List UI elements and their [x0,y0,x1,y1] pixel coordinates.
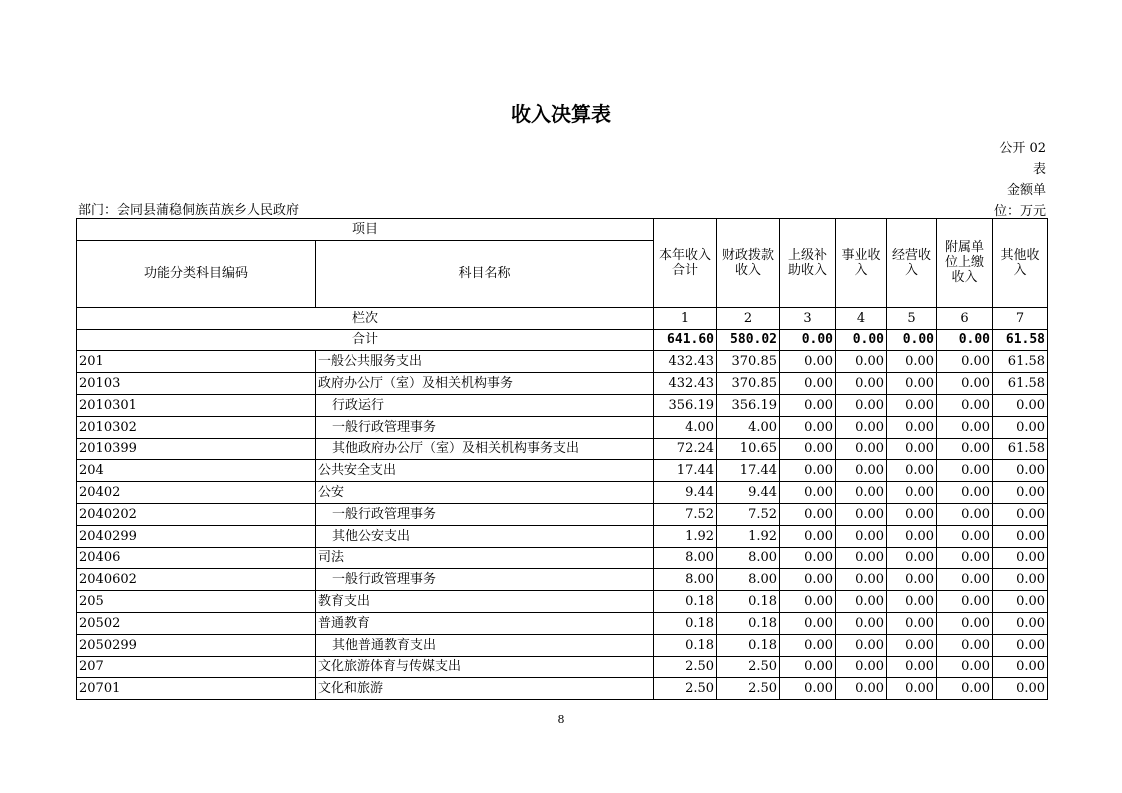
row-value: 0.00 [993,678,1048,700]
header-col-6: 附属单位上缴收入 [937,219,993,308]
header-code: 功能分类科目编码 [77,240,316,307]
row-value: 0.00 [993,547,1048,569]
row-value: 2.50 [717,656,780,678]
row-label: 栏次 [77,307,654,329]
row-value: 2.50 [717,678,780,700]
row-value: 0.00 [937,460,993,482]
row-value: 2.50 [654,678,717,700]
row-value: 0.00 [993,634,1048,656]
income-table [76,218,1048,700]
total-value: 0.00 [887,329,937,351]
table-row [77,591,1048,613]
row-value: 0.00 [887,482,937,504]
table-row [77,547,1048,569]
row-value: 432.43 [654,351,717,373]
row-value: 0.00 [780,634,836,656]
row-value: 0.00 [780,569,836,591]
total-value: 0.00 [836,329,887,351]
row-value: 9.44 [717,482,780,504]
row-value: 1.92 [717,525,780,547]
row-value: 0.00 [887,351,937,373]
row-value: 0.00 [887,525,937,547]
row-value: 0.00 [993,416,1048,438]
table-row [77,503,1048,525]
row-value: 17.44 [717,460,780,482]
row-name: 司法 [316,547,654,569]
row-value: 0.00 [993,482,1048,504]
row-value: 0.00 [887,416,937,438]
row-value: 0.18 [654,634,717,656]
table-row [77,394,1048,416]
row-code: 2010302 [77,416,316,438]
row-value: 0.00 [887,460,937,482]
row-value: 0.00 [937,438,993,460]
row-value: 0.00 [780,351,836,373]
row-code: 2040202 [77,503,316,525]
row-value: 0.00 [836,612,887,634]
row-value: 370.85 [717,351,780,373]
header-col-1: 本年收入合计 [654,219,717,308]
row-value: 0.00 [937,656,993,678]
row-value: 0.00 [993,569,1048,591]
row-code: 20103 [77,373,316,395]
unit-line-2: 位：万元 [993,204,1046,219]
row-name: 其他普通教育支出 [316,634,654,656]
header-col-4: 事业收入 [836,219,887,308]
row-name: 教育支出 [316,591,654,613]
form-code-line-1: 公开 02 [999,141,1046,156]
row-code: 20402 [77,482,316,504]
total-label: 合计 [77,329,654,351]
row-value: 0.00 [993,612,1048,634]
column-number-row [77,307,1048,329]
row-value: 0.00 [937,525,993,547]
table-row [77,460,1048,482]
row-name: 普通教育 [316,612,654,634]
row-code: 2040299 [77,525,316,547]
row-value: 0.00 [836,482,887,504]
row-value: 0.00 [887,678,937,700]
row-value: 0.00 [780,612,836,634]
row-code: 20406 [77,547,316,569]
total-value: 641.60 [654,329,717,351]
table-row [77,634,1048,656]
row-code: 2050299 [77,634,316,656]
col-number: 5 [887,307,937,329]
row-name: 公安 [316,482,654,504]
header-col-2: 财政拨款收入 [717,219,780,308]
table-row [77,482,1048,504]
row-value: 0.18 [717,634,780,656]
col-number: 1 [654,307,717,329]
row-value: 0.00 [993,460,1048,482]
row-value: 8.00 [717,569,780,591]
row-value: 0.00 [836,460,887,482]
row-value: 0.00 [937,678,993,700]
table-row [77,416,1048,438]
row-value: 0.00 [993,591,1048,613]
row-name: 公共安全支出 [316,460,654,482]
department-label: 部门：会同县蒲稳侗族苗族乡人民政府 [78,203,300,218]
header-col-3: 上级补助收入 [780,219,836,308]
row-value: 0.00 [836,591,887,613]
row-code: 2040602 [77,569,316,591]
page-title: 收入决算表 [511,102,611,126]
row-value: 0.00 [937,634,993,656]
total-value: 580.02 [717,329,780,351]
row-value: 0.00 [993,394,1048,416]
table-row [77,656,1048,678]
table-row [77,438,1048,460]
row-value: 0.00 [780,416,836,438]
row-value: 0.00 [937,547,993,569]
row-value: 0.00 [836,678,887,700]
row-value: 10.65 [717,438,780,460]
unit-line-1: 金额单 [1006,183,1046,198]
row-value: 0.00 [937,394,993,416]
total-value: 0.00 [937,329,993,351]
row-name: 一般行政管理事务 [316,503,654,525]
row-value: 0.18 [717,612,780,634]
table-row [77,525,1048,547]
row-value: 0.00 [836,438,887,460]
col-number: 2 [717,307,780,329]
row-code: 201 [77,351,316,373]
row-value: 0.00 [887,373,937,395]
row-value: 0.00 [937,503,993,525]
row-code: 2010399 [77,438,316,460]
row-code: 2010301 [77,394,316,416]
row-value: 0.00 [780,438,836,460]
total-value: 61.58 [993,329,1048,351]
row-value: 8.00 [717,547,780,569]
row-code: 20502 [77,612,316,634]
row-value: 0.00 [780,591,836,613]
col-number: 7 [993,307,1048,329]
row-value: 0.00 [836,394,887,416]
row-code: 205 [77,591,316,613]
row-value: 0.00 [887,438,937,460]
table-row [77,612,1048,634]
table-row [77,569,1048,591]
row-value: 7.52 [654,503,717,525]
row-value: 0.00 [937,373,993,395]
row-value: 0.00 [836,351,887,373]
row-value: 0.00 [937,612,993,634]
table-row [77,678,1048,700]
row-value: 0.00 [836,503,887,525]
row-value: 0.00 [887,547,937,569]
row-value: 356.19 [717,394,780,416]
row-value: 432.43 [654,373,717,395]
row-value: 0.00 [937,351,993,373]
row-value: 0.00 [887,503,937,525]
row-value: 0.00 [836,634,887,656]
row-value: 0.00 [887,394,937,416]
header-row-project [77,219,1048,241]
row-value: 8.00 [654,547,717,569]
row-name: 其他公安支出 [316,525,654,547]
row-value: 0.00 [993,503,1048,525]
header-col-5: 经营收入 [887,219,937,308]
row-value: 0.00 [887,634,937,656]
row-value: 0.00 [780,373,836,395]
row-code: 207 [77,656,316,678]
row-value: 0.00 [887,591,937,613]
row-value: 0.00 [780,678,836,700]
row-name: 一般公共服务支出 [316,351,654,373]
row-code: 20701 [77,678,316,700]
row-value: 61.58 [993,351,1048,373]
row-name: 一般行政管理事务 [316,569,654,591]
row-value: 7.52 [717,503,780,525]
row-value: 2.50 [654,656,717,678]
header-col-7: 其他收入 [993,219,1048,308]
row-value: 370.85 [717,373,780,395]
row-value: 0.00 [887,612,937,634]
row-name: 政府办公厅（室）及相关机构事务 [316,373,654,395]
row-value: 4.00 [654,416,717,438]
row-value: 0.00 [937,416,993,438]
row-name: 文化旅游体育与传媒支出 [316,656,654,678]
row-value: 1.92 [654,525,717,547]
row-value: 72.24 [654,438,717,460]
total-value: 0.00 [780,329,836,351]
row-value: 0.18 [717,591,780,613]
row-value: 0.00 [780,525,836,547]
row-value: 17.44 [654,460,717,482]
col-number: 4 [836,307,887,329]
row-value: 0.00 [937,482,993,504]
row-value: 0.00 [887,656,937,678]
row-code: 204 [77,460,316,482]
total-row [77,329,1048,351]
row-value: 0.18 [654,591,717,613]
col-number: 6 [937,307,993,329]
row-value: 0.00 [780,656,836,678]
row-name: 其他政府办公厅（室）及相关机构事务支出 [316,438,654,460]
row-value: 0.00 [836,547,887,569]
row-value: 0.00 [836,656,887,678]
row-value: 0.00 [937,591,993,613]
row-value: 0.00 [780,482,836,504]
row-value: 0.18 [654,612,717,634]
header-name: 科目名称 [316,240,654,307]
row-value: 0.00 [836,373,887,395]
header-project: 项目 [77,219,654,241]
row-value: 61.58 [993,373,1048,395]
row-value: 0.00 [780,503,836,525]
row-value: 0.00 [937,569,993,591]
row-value: 0.00 [836,416,887,438]
page-number: 8 [557,713,565,726]
row-value: 0.00 [836,525,887,547]
row-value: 0.00 [780,394,836,416]
row-value: 8.00 [654,569,717,591]
row-value: 9.44 [654,482,717,504]
row-name: 行政运行 [316,394,654,416]
row-name: 一般行政管理事务 [316,416,654,438]
form-code-line-2: 表 [1032,162,1046,177]
row-value: 0.00 [887,569,937,591]
row-value: 61.58 [993,438,1048,460]
row-value: 356.19 [654,394,717,416]
table-row [77,351,1048,373]
row-value: 0.00 [780,460,836,482]
row-value: 0.00 [836,569,887,591]
row-value: 4.00 [717,416,780,438]
row-name: 文化和旅游 [316,678,654,700]
col-number: 3 [780,307,836,329]
row-value: 0.00 [993,656,1048,678]
row-value: 0.00 [780,547,836,569]
table-row [77,373,1048,395]
row-value: 0.00 [993,525,1048,547]
